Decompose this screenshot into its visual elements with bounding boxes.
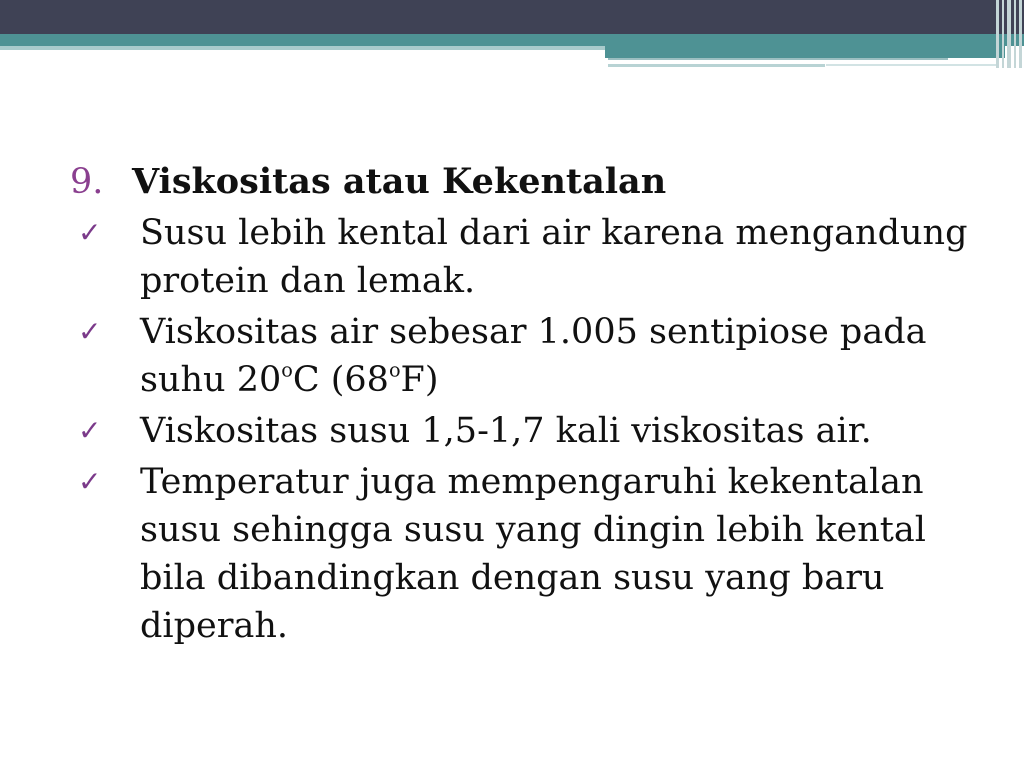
bullet-text-part: F)	[400, 360, 439, 400]
bullet-text: Temperatur juga mempengaruhi kekentalan susu sehingga susu yang dingin lebih kental bila dibandingkan dengan susu yang baru diperah.	[140, 462, 926, 646]
bullet-item	[70, 308, 970, 404]
check-icon: ✓	[78, 216, 102, 249]
slide-body	[70, 158, 970, 653]
header-line	[826, 64, 996, 66]
bullet-text-part: C (68	[292, 360, 389, 400]
degree-superscript: o	[281, 358, 293, 382]
stripe	[1014, 0, 1016, 68]
header-line	[608, 58, 948, 60]
stripe	[996, 0, 999, 68]
stripe	[1019, 0, 1022, 68]
header-line	[608, 64, 825, 67]
bullet-text	[140, 308, 970, 404]
heading-number: 9.	[70, 162, 104, 202]
heading-item	[70, 158, 970, 206]
stripe	[1007, 0, 1011, 68]
bullet-text-part: Viskositas air sebesar 1.005 sentipiose pada suhu 20	[140, 312, 927, 400]
check-icon: ✓	[78, 315, 102, 348]
bullet-item	[70, 209, 970, 305]
header-band-light	[0, 46, 605, 50]
check-icon: ✓	[78, 414, 102, 447]
check-icon: ✓	[78, 465, 102, 498]
header-band-teal-right	[605, 46, 1005, 58]
header-band-teal	[0, 34, 1024, 46]
stripe	[1002, 0, 1004, 68]
bullet-item	[70, 458, 970, 650]
header-stripes	[994, 0, 1024, 68]
bullet-text: Viskositas susu 1,5-1,7 kali viskositas air.	[140, 411, 872, 451]
heading-text: Viskositas atau Kekentalan	[132, 161, 667, 202]
degree-superscript: o	[388, 358, 401, 382]
bullet-item	[70, 407, 970, 455]
bullet-text: Susu lebih kental dari air karena mengandung protein dan lemak.	[140, 213, 968, 301]
header-band-dark	[0, 0, 1024, 34]
